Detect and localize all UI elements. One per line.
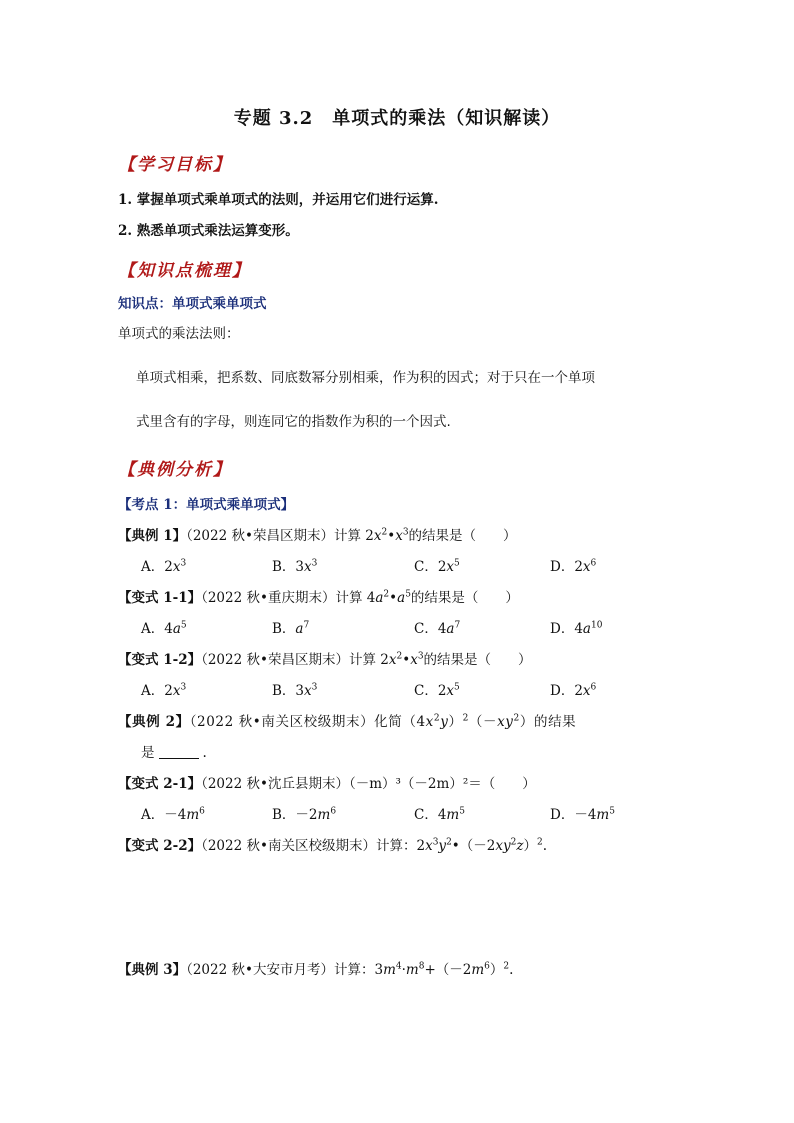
option-a[interactable]: A．$2x^3$ <box>141 682 187 699</box>
kaodian-1-title: 【考点 1：单项式乘单项式】 <box>118 497 295 513</box>
option-a[interactable]: A．$2x^3$ <box>141 558 187 575</box>
option-b[interactable]: B．$3x^3$ <box>272 558 318 575</box>
page-title: 专题 3.2 单项式的乘法（知识解读） <box>233 108 561 129</box>
knowledge-point-title: 知识点：单项式乘单项式 <box>118 296 267 312</box>
variant-2-1-expression: （－m）³（－2m）²＝（ ） <box>348 776 536 792</box>
variant-1-2-text-end: 的结果是（ ） <box>423 652 532 668</box>
variant-1-2-label: 【变式 1-2】 <box>118 652 202 668</box>
option-d[interactable]: D．$-4m^5$ <box>550 806 615 823</box>
option-a[interactable]: A．$-4m^6$ <box>141 806 205 823</box>
option-d[interactable]: D．$2x^6$ <box>550 682 597 699</box>
option-b[interactable]: B．$3x^3$ <box>272 682 318 699</box>
answer-blank[interactable] <box>159 758 199 759</box>
option-d[interactable]: D．$2x^6$ <box>550 558 597 575</box>
variant-2-2-source: （2022 秋•南关区校级期末） <box>201 838 376 854</box>
example-1-text: 计算 2 <box>333 528 374 544</box>
variant-1-1-text: 计算 4 <box>335 590 376 606</box>
variant-2-2-question: 【变式 2-2】（2022 秋•南关区校级期末）计算：$2x^3y^2•(-2xy^2z)^2$. <box>118 837 547 854</box>
variant-1-1-text-end: 的结果是（ ） <box>410 590 519 606</box>
option-a[interactable]: A．$4a^5$ <box>141 620 187 637</box>
variant-1-2-text: 计算 2 <box>348 652 389 668</box>
option-b[interactable]: B．$a^7$ <box>272 620 310 637</box>
example-2-source: （2022 秋•南关区校级期末） <box>189 714 375 730</box>
section-heading-knowledge: 【知识点梳理】 <box>118 261 251 281</box>
example-3-text: 计算： <box>333 962 375 978</box>
option-c[interactable]: C．$4m^5$ <box>414 806 465 823</box>
example-3-source: （2022 秋•大安市月考） <box>186 962 334 978</box>
example-2-line-2: 是 . <box>141 745 207 761</box>
variant-2-1-label: 【变式 2-1】 <box>118 776 202 792</box>
section-heading-examples: 【典例分析】 <box>118 460 232 480</box>
variant-2-2-text: 计算： <box>375 838 417 854</box>
variant-2-1-question <box>118 772 536 792</box>
rule-title: 单项式的乘法法则： <box>118 326 240 342</box>
example-1-text-end: 的结果是（ ） <box>408 528 517 544</box>
example-2-label: 【典例 2】 <box>118 714 190 730</box>
option-c[interactable]: C．$2x^5$ <box>414 558 460 575</box>
example-1-question: 【典例 1】（2022 秋•荣昌区期末）计算 $2x^2•x^3$的结果是（ ） <box>118 527 517 544</box>
option-c[interactable]: C．$2x^5$ <box>414 682 460 699</box>
variant-1-1-question: 【变式 1-1】（2022 秋•重庆期末）计算 $4a^2•a^5$的结果是（ ） <box>118 589 519 606</box>
rule-text-line-2: 式里含有的字母，则连同它的指数作为积的一个因式. <box>136 414 451 430</box>
option-d[interactable]: D．$4a^{10}$ <box>550 620 603 637</box>
example-2-text: 化简（4 <box>374 714 426 730</box>
variant-2-2-label: 【变式 2-2】 <box>118 838 202 854</box>
example-3-label: 【典例 3】 <box>118 962 187 978</box>
example-2-question: 【典例 2】（2022 秋•南关区校级期末）化简$(4x^2y)^2(-xy^2)$的结果 <box>118 713 577 730</box>
goal-item-1: 1. 掌握单项式乘单项式的法则，并运用它们进行运算. <box>118 192 439 208</box>
variant-1-2-source: （2022 秋•荣昌区期末） <box>201 652 349 668</box>
option-c[interactable]: C．$4a^7$ <box>414 620 461 637</box>
variant-1-1-label: 【变式 1-1】 <box>118 590 202 606</box>
option-b[interactable]: B．$-2m^6$ <box>272 806 337 823</box>
variant-2-1-source: （2022 秋•沈丘县期末） <box>201 776 349 792</box>
example-3-question: 【典例 3】（2022 秋•大安市月考）计算：$3m^4\cdot m^8+(-2m^6)^2$. <box>118 961 514 978</box>
variant-1-2-question: 【变式 1-2】（2022 秋•荣昌区期末）计算 $2x^2•x^3$的结果是（ ） <box>118 651 532 668</box>
example-1-label: 【典例 1】 <box>118 528 187 544</box>
rule-text-line-1: 单项式相乘，把系数、同底数幂分别相乘，作为积的因式；对于只在一个单项 <box>136 370 595 386</box>
goal-item-2: 2. 熟悉单项式乘法运算变形。 <box>118 223 299 239</box>
example-1-source: （2022 秋•荣昌区期末） <box>186 528 334 544</box>
variant-1-1-source: （2022 秋•重庆期末） <box>201 590 336 606</box>
section-heading-goals: 【学习目标】 <box>118 155 232 175</box>
